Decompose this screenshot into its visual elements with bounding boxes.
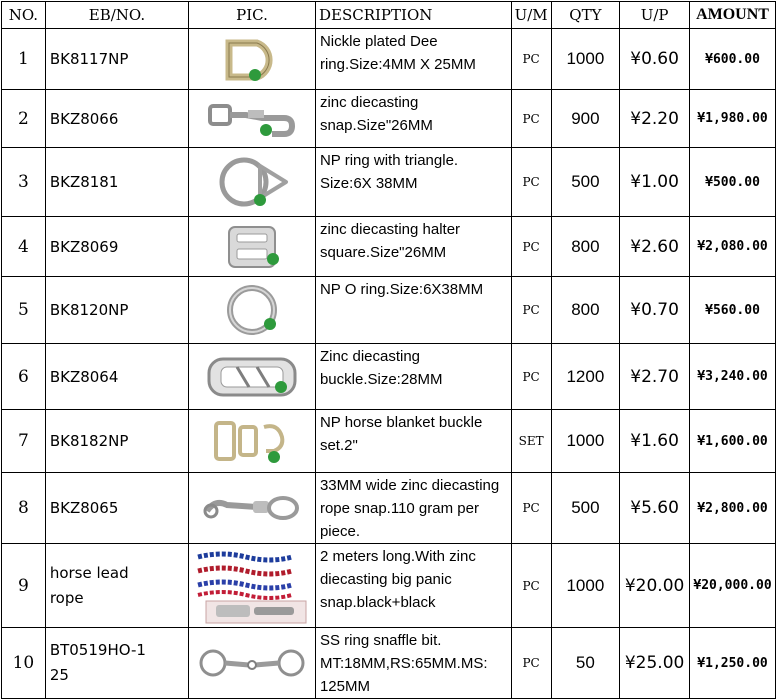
row-no: 2: [2, 90, 46, 148]
row-no: 5: [2, 277, 46, 344]
row-amount: ¥1,600.00: [690, 410, 776, 473]
row-unit-price: ¥0.70: [620, 277, 690, 344]
table-row: [2, 29, 776, 90]
row-unit-price: ¥1.60: [620, 410, 690, 473]
row-unit-price: ¥0.60: [620, 29, 690, 90]
row-qty: 800: [551, 217, 620, 277]
row-description: SS ring snaffle bit. MT:18MM,RS:65MM.MS: 125MM: [315, 628, 511, 699]
row-qty: 1200: [551, 344, 620, 410]
table-row: [2, 410, 776, 473]
row-description: zinc diecasting halter square.Size"26MM: [315, 217, 511, 277]
row-qty: 1000: [551, 410, 620, 473]
row-amount: ¥1,980.00: [690, 90, 776, 148]
header-eb-no: EB/NO.: [45, 2, 188, 29]
halter-square-icon: [207, 221, 297, 273]
row-description: NP horse blanket buckle set.2": [315, 410, 511, 473]
header-pic: PIC.: [189, 2, 316, 29]
row-qty: 800: [551, 277, 620, 344]
product-table: [1, 1, 776, 699]
row-um: PC: [511, 344, 551, 410]
row-eb-no: BK8120NP: [45, 277, 188, 344]
row-amount: ¥20,000.00: [690, 544, 776, 628]
row-um: PC: [511, 544, 551, 628]
row-unit-price: ¥1.00: [620, 148, 690, 217]
row-um: PC: [511, 628, 551, 699]
rope-snap-icon: [197, 483, 307, 533]
row-no: 3: [2, 148, 46, 217]
table-row: [2, 217, 776, 277]
blanket-buckle-set-icon: [202, 413, 302, 469]
row-eb-no: BKZ8181: [45, 148, 188, 217]
dee-ring-icon: [207, 33, 297, 85]
row-unit-price: ¥5.60: [620, 473, 690, 544]
table-row: [2, 344, 776, 410]
row-eb-no: BT0519HO-125: [45, 628, 188, 699]
row-um: PC: [511, 473, 551, 544]
row-eb-no: BKZ8064: [45, 344, 188, 410]
header-amount: AMOUNT: [690, 2, 776, 29]
buckle-icon: [197, 349, 307, 405]
table-row: [2, 473, 776, 544]
row-no: 1: [2, 29, 46, 90]
row-um: PC: [511, 277, 551, 344]
row-no: 7: [2, 410, 46, 473]
row-unit-price: ¥2.60: [620, 217, 690, 277]
row-amount: ¥3,240.00: [690, 344, 776, 410]
lead-rope-icon: [192, 547, 312, 625]
row-eb-no: BK8182NP: [45, 410, 188, 473]
row-no: 6: [2, 344, 46, 410]
row-description: Nickle plated Dee ring.Size:4MM X 25MM: [315, 29, 511, 90]
row-no: 10: [2, 628, 46, 699]
row-amount: ¥2,080.00: [690, 217, 776, 277]
row-qty: 1000: [551, 544, 620, 628]
row-description: Zinc diecasting buckle.Size:28MM: [315, 344, 511, 410]
row-unit-price: ¥25.00: [620, 628, 690, 699]
row-um: PC: [511, 90, 551, 148]
row-description: NP ring with triangle. Size:6X 38MM: [315, 148, 511, 217]
row-amount: ¥2,800.00: [690, 473, 776, 544]
row-no: 8: [2, 473, 46, 544]
row-description: 33MM wide zinc diecasting rope snap.110 gram per piece.: [315, 473, 511, 544]
ring-with-triangle-icon: [202, 152, 302, 212]
snaffle-bit-icon: [197, 643, 307, 683]
row-um: PC: [511, 217, 551, 277]
row-eb-no: BK8117NP: [45, 29, 188, 90]
row-unit-price: ¥20.00: [620, 544, 690, 628]
row-qty: 500: [551, 148, 620, 217]
row-qty: 50: [551, 628, 620, 699]
table-row: [2, 544, 776, 628]
header-row: [2, 2, 776, 29]
row-amount: ¥500.00: [690, 148, 776, 217]
table-row: [2, 628, 776, 699]
o-ring-icon: [212, 280, 292, 340]
row-no: 9: [2, 544, 46, 628]
row-unit-price: ¥2.20: [620, 90, 690, 148]
row-eb-no: horse lead rope: [45, 544, 188, 628]
row-description: 2 meters long.With zinc diecasting big panic snap.black+black: [315, 544, 511, 628]
row-description: NP O ring.Size:6X38MM: [315, 277, 511, 344]
row-unit-price: ¥2.70: [620, 344, 690, 410]
row-eb-no: BKZ8065: [45, 473, 188, 544]
row-um: SET: [511, 410, 551, 473]
row-description: zinc diecasting snap.Size"26MM: [315, 90, 511, 148]
header-um: U/M: [511, 2, 551, 29]
header-no: NO.: [2, 2, 46, 29]
snap-hook-icon: [202, 94, 302, 144]
row-qty: 1000: [551, 29, 620, 90]
row-amount: ¥560.00: [690, 277, 776, 344]
row-qty: 900: [551, 90, 620, 148]
header-description: DESCRIPTION: [315, 2, 511, 29]
row-amount: ¥1,250.00: [690, 628, 776, 699]
row-um: PC: [511, 29, 551, 90]
table-row: [2, 277, 776, 344]
row-eb-no: BKZ8069: [45, 217, 188, 277]
row-amount: ¥600.00: [690, 29, 776, 90]
row-um: PC: [511, 148, 551, 217]
header-qty: QTY: [551, 2, 620, 29]
table-row: [2, 90, 776, 148]
row-eb-no: BKZ8066: [45, 90, 188, 148]
table-row: [2, 148, 776, 217]
row-qty: 500: [551, 473, 620, 544]
row-no: 4: [2, 217, 46, 277]
header-up: U/P: [620, 2, 690, 29]
